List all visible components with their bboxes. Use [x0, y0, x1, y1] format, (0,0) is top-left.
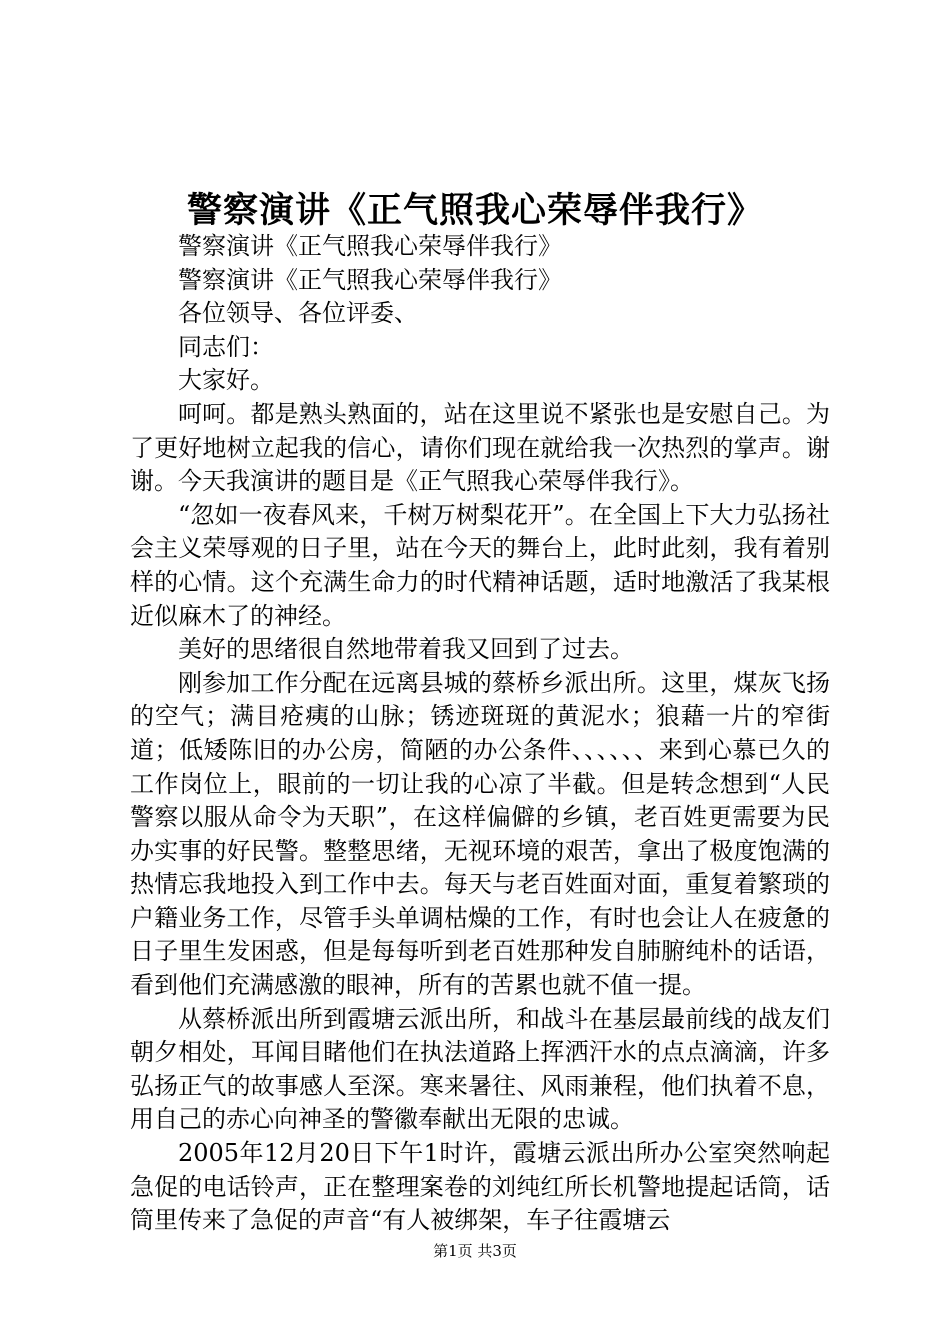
- paragraph: 呵呵。都是熟头熟面的，站在这里说不紧张也是安慰自己。为了更好地树立起我的信心，请你们现在就给我一次热烈的掌声。谢谢。今天我演讲的题目是《正气照我心荣辱伴我行》。: [130, 399, 830, 496]
- paragraph: 美好的思绪很自然地带着我又回到了过去。: [178, 635, 634, 664]
- greeting: 大家好。: [178, 366, 274, 395]
- paragraph: “忽如一夜春风来，千树万树梨花开”。在全国上下大力弘扬社会主义荣辱观的日子里，站在今天的舞台上，此时此刻，我有着别样的心情。这个充满生命力的时代精神话题，适时地激活了我某根近似麻木了的神经。: [130, 500, 830, 630]
- salutation: 同志们：: [178, 332, 274, 361]
- paragraph: 警察演讲《正气照我心荣辱伴我行》: [178, 232, 562, 260]
- document-body: [130, 230, 830, 1238]
- page-number-footer: 第1页 共3页: [433, 1242, 517, 1260]
- paragraph: 刚参加工作分配在远离县城的蔡桥乡派出所。这里，煤灰飞扬的空气；满目疮痍的山脉；锈迹斑斑的黄泥水；狼藉一片的窄街道；低矮陈旧的办公房，简陋的办公条件、、、、、、来到心慕已久的工作岗位上，眼前的一切让我的心凉了半截。但是转念想到“人民警察以服从命令为天职”，在这样偏僻的乡镇，老百姓更需要为民办实事的好民警。整整思绪，无视环境的艰苦，拿出了极度饱满的热情忘我地投入到工作中去。每天与老百姓面对面，重复着繁琐的户籍业务工作，尽管手头单调枯燥的工作，有时也会让人在疲惫的日子里生发困惑，但是每每听到老百姓那种发自肺腑纯朴的话语，看到他们充满感激的眼神，所有的苦累也就不值一提。: [130, 668, 830, 1000]
- salutation: 各位领导、各位评委、: [178, 299, 418, 328]
- paragraph: 2005年12月20日下午1时许，霞塘云派出所办公室突然响起急促的电话铃声，正在整理案卷的刘纯红所长机警地提起话筒，话筒里传来了急促的声音“有人被绑架，车子往霞塘云: [130, 1139, 830, 1235]
- paragraph: 从蔡桥派出所到霞塘云派出所，和战斗在基层最前线的战友们朝夕相处，耳闻目睹他们在执法道路上挥洒汗水的点点滴滴，许多弘扬正气的故事感人至深。寒来暑往、风雨兼程，他们执着不息，用自己的赤心向神圣的警徽奉献出无限的忠诚。: [130, 1004, 830, 1134]
- paragraph: 警察演讲《正气照我心荣辱伴我行》: [178, 265, 562, 294]
- document-title: 警察演讲《正气照我心荣辱伴我行》: [186, 190, 763, 231]
